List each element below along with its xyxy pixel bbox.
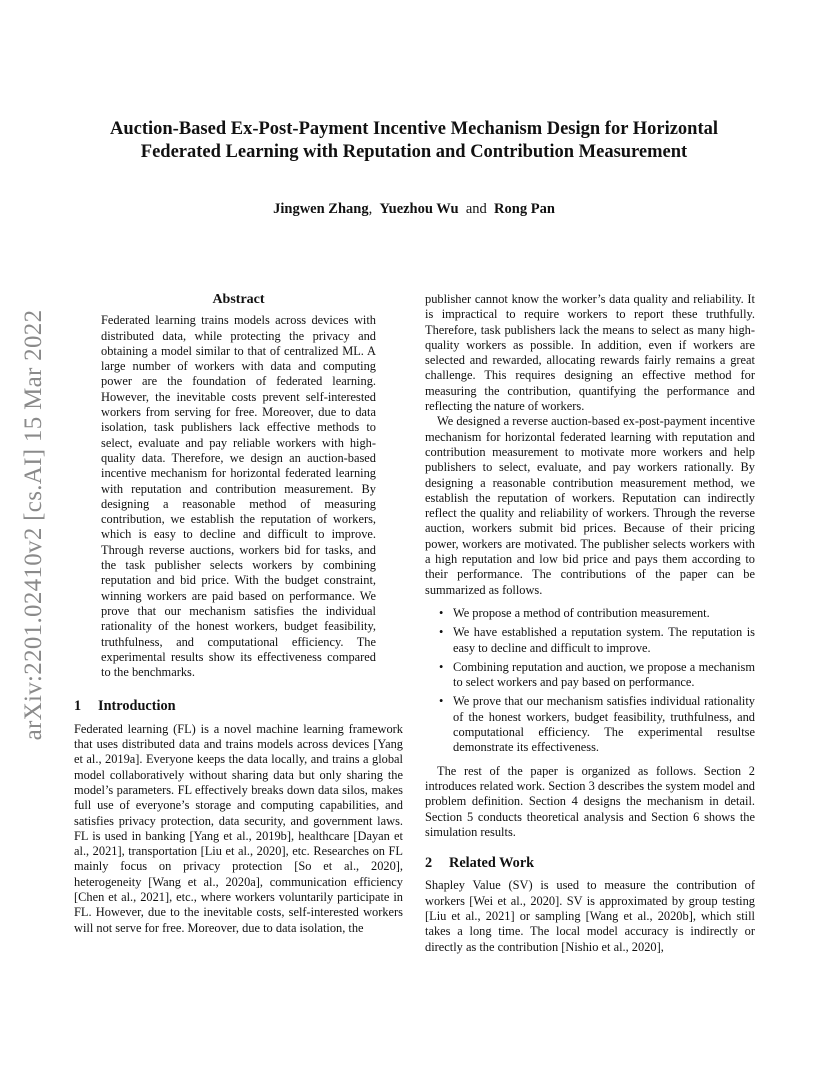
author-separator: , <box>368 201 373 217</box>
section-number: 1 <box>74 698 82 715</box>
list-item: • We propose a method of contribution measurement. <box>453 606 755 621</box>
section-heading <box>74 699 403 714</box>
left-column <box>74 292 403 936</box>
arxiv-watermark <box>14 290 54 760</box>
author-1: Jingwen Zhang <box>273 201 369 217</box>
author-list <box>60 201 768 218</box>
intro-paragraph-3: The rest of the paper is organized as follows. Section 2 introduces related work. Section 3 describes the system model and problem definition. Section 4 designs the mechanism in detail. Section 5 conducts theoretical analysis and Section 6 shows the simulation results. <box>425 763 755 839</box>
list-item: • We prove that our mechanism satisfies individual rationality of the honest workers, budget feasibility, truthfulness, and computational efficiency. The experimental resultse demonstrate its effectiveness. <box>453 694 755 755</box>
author-2: Yuezhou Wu <box>379 201 459 217</box>
list-item: • We have established a reputation system. The reputation is easy to decline and difficult to improve. <box>453 625 755 656</box>
paper-title <box>60 118 768 164</box>
abstract-heading: Abstract <box>212 292 265 307</box>
author-separator: and <box>465 201 487 217</box>
abstract-text: Federated learning trains models across devices with distributed data, while protecting the privacy and obtaining a model similar to that of centralized ML. A large number of workers with data and computing power are the foundation of federated learning. However, the inevitable costs prevent self-interested workers from serving for free. Moreover, due to data isolation, task publishers lack effective methods to select, evaluate and pay reliable workers with high-quality data. Therefore, we design an auction-based incentive mechanism for horizontal federated learning with reputation and contribution measurement. By designing a reasonable method of measuring contribution, we establish the reputation of workers, which is easy to decline and difficult to improve. Through reverse auctions, workers bid for tasks, and the task publisher selects workers by combining reputation and bid price. With the budget constraint, winning workers are paid based on performance. We prove that our mechanism satisfies the individual rationality of the honest workers, budget feasibility, truthfulness, and computational efficiency. The experimental results show its effectiveness compared to the benchmarks. <box>101 313 376 680</box>
right-column <box>425 292 755 955</box>
intro-paragraph-2: We designed a reverse auction-based ex-post-payment incentive mechanism for horizontal federated learning with reputation and contribution measurement to motivate more workers and help publishers to select, evaluate, and pay workers rationally. By designing a reasonable contribution measurement method, we establish the reputation of workers. Reputation can indirectly reflect the quality and reliability of workers. Through the reverse auction, workers submit bid prices. Because of their pricing power, workers are motivated. The publisher selects workers with a high reputation and low bid price and pays them according to their performance. The contributions of the paper can be summarized as follows. <box>425 414 755 597</box>
intro-paragraph-1: Federated learning (FL) is a novel machine learning framework that uses distributed data and trains models across devices [Yang et al., 2019a]. Everyone keeps the data locally, and trains a global model collaboratively without sharing data but only sharing the model’s parameters. FL effectively breaks down data silos, makes full use of everyone’s storage and computing capabilities, and satisfies privacy protection, data security, and government laws. FL is used in banking [Yang et al., 2019b], healthcare [Dayan et al., 2021], transportation [Liu et al., 2020], etc. Researches on FL mainly focus on privacy protection [So et al., 2020], heterogeneity [Wang et al., 2020a], communication efficiency [Chen et al., 2021], etc., where workers voluntarily participate in FL. However, due to the inevitable costs, self-interested workers will not serve for free. Moreover, due to data isolation, the <box>74 721 403 935</box>
author-3: Rong Pan <box>494 201 555 217</box>
related-paragraph-1: Shapley Value (SV) is used to measure the contribution of workers [Wei et al., 2020]. SV is approximated by group testing [Liu et al., 2021] or sampling [Wang et al., 2020b], which still takes a long time. The local model accuracy is indirectly or directly as the contribution [Nishio et al., 2020], <box>425 878 755 954</box>
list-item: • Combining reputation and auction, we propose a mechanism to select workers and pay based on performance. <box>453 660 755 691</box>
intro-paragraph-1-continued: publisher cannot know the worker’s data quality and reliability. It is impractical to require workers to report these truthfully. Therefore, task publishers lack the means to select as many high-quality workers as possible. In addition, even if workers are selected and rewarded, allocating rewards fairly remains a great challenge. This requires designing an effective method for measuring the contribution, quantifying the performance and reflecting the nature of workers. <box>425 292 755 414</box>
section-title: Introduction <box>98 698 176 715</box>
title-line-2: Federated Learning with Reputation and Contribution Measurement <box>140 142 688 162</box>
contribution-list <box>425 606 755 756</box>
arxiv-id: arXiv:2201.02410v2 [cs.AI] 15 Mar 2022 <box>20 309 47 741</box>
section-number: 2 <box>425 855 433 872</box>
title-line-1: Auction-Based Ex-Post-Payment Incentive Mechanism Design for Horizontal <box>109 119 719 139</box>
section-title: Related Work <box>449 855 535 872</box>
section-heading <box>425 856 755 871</box>
